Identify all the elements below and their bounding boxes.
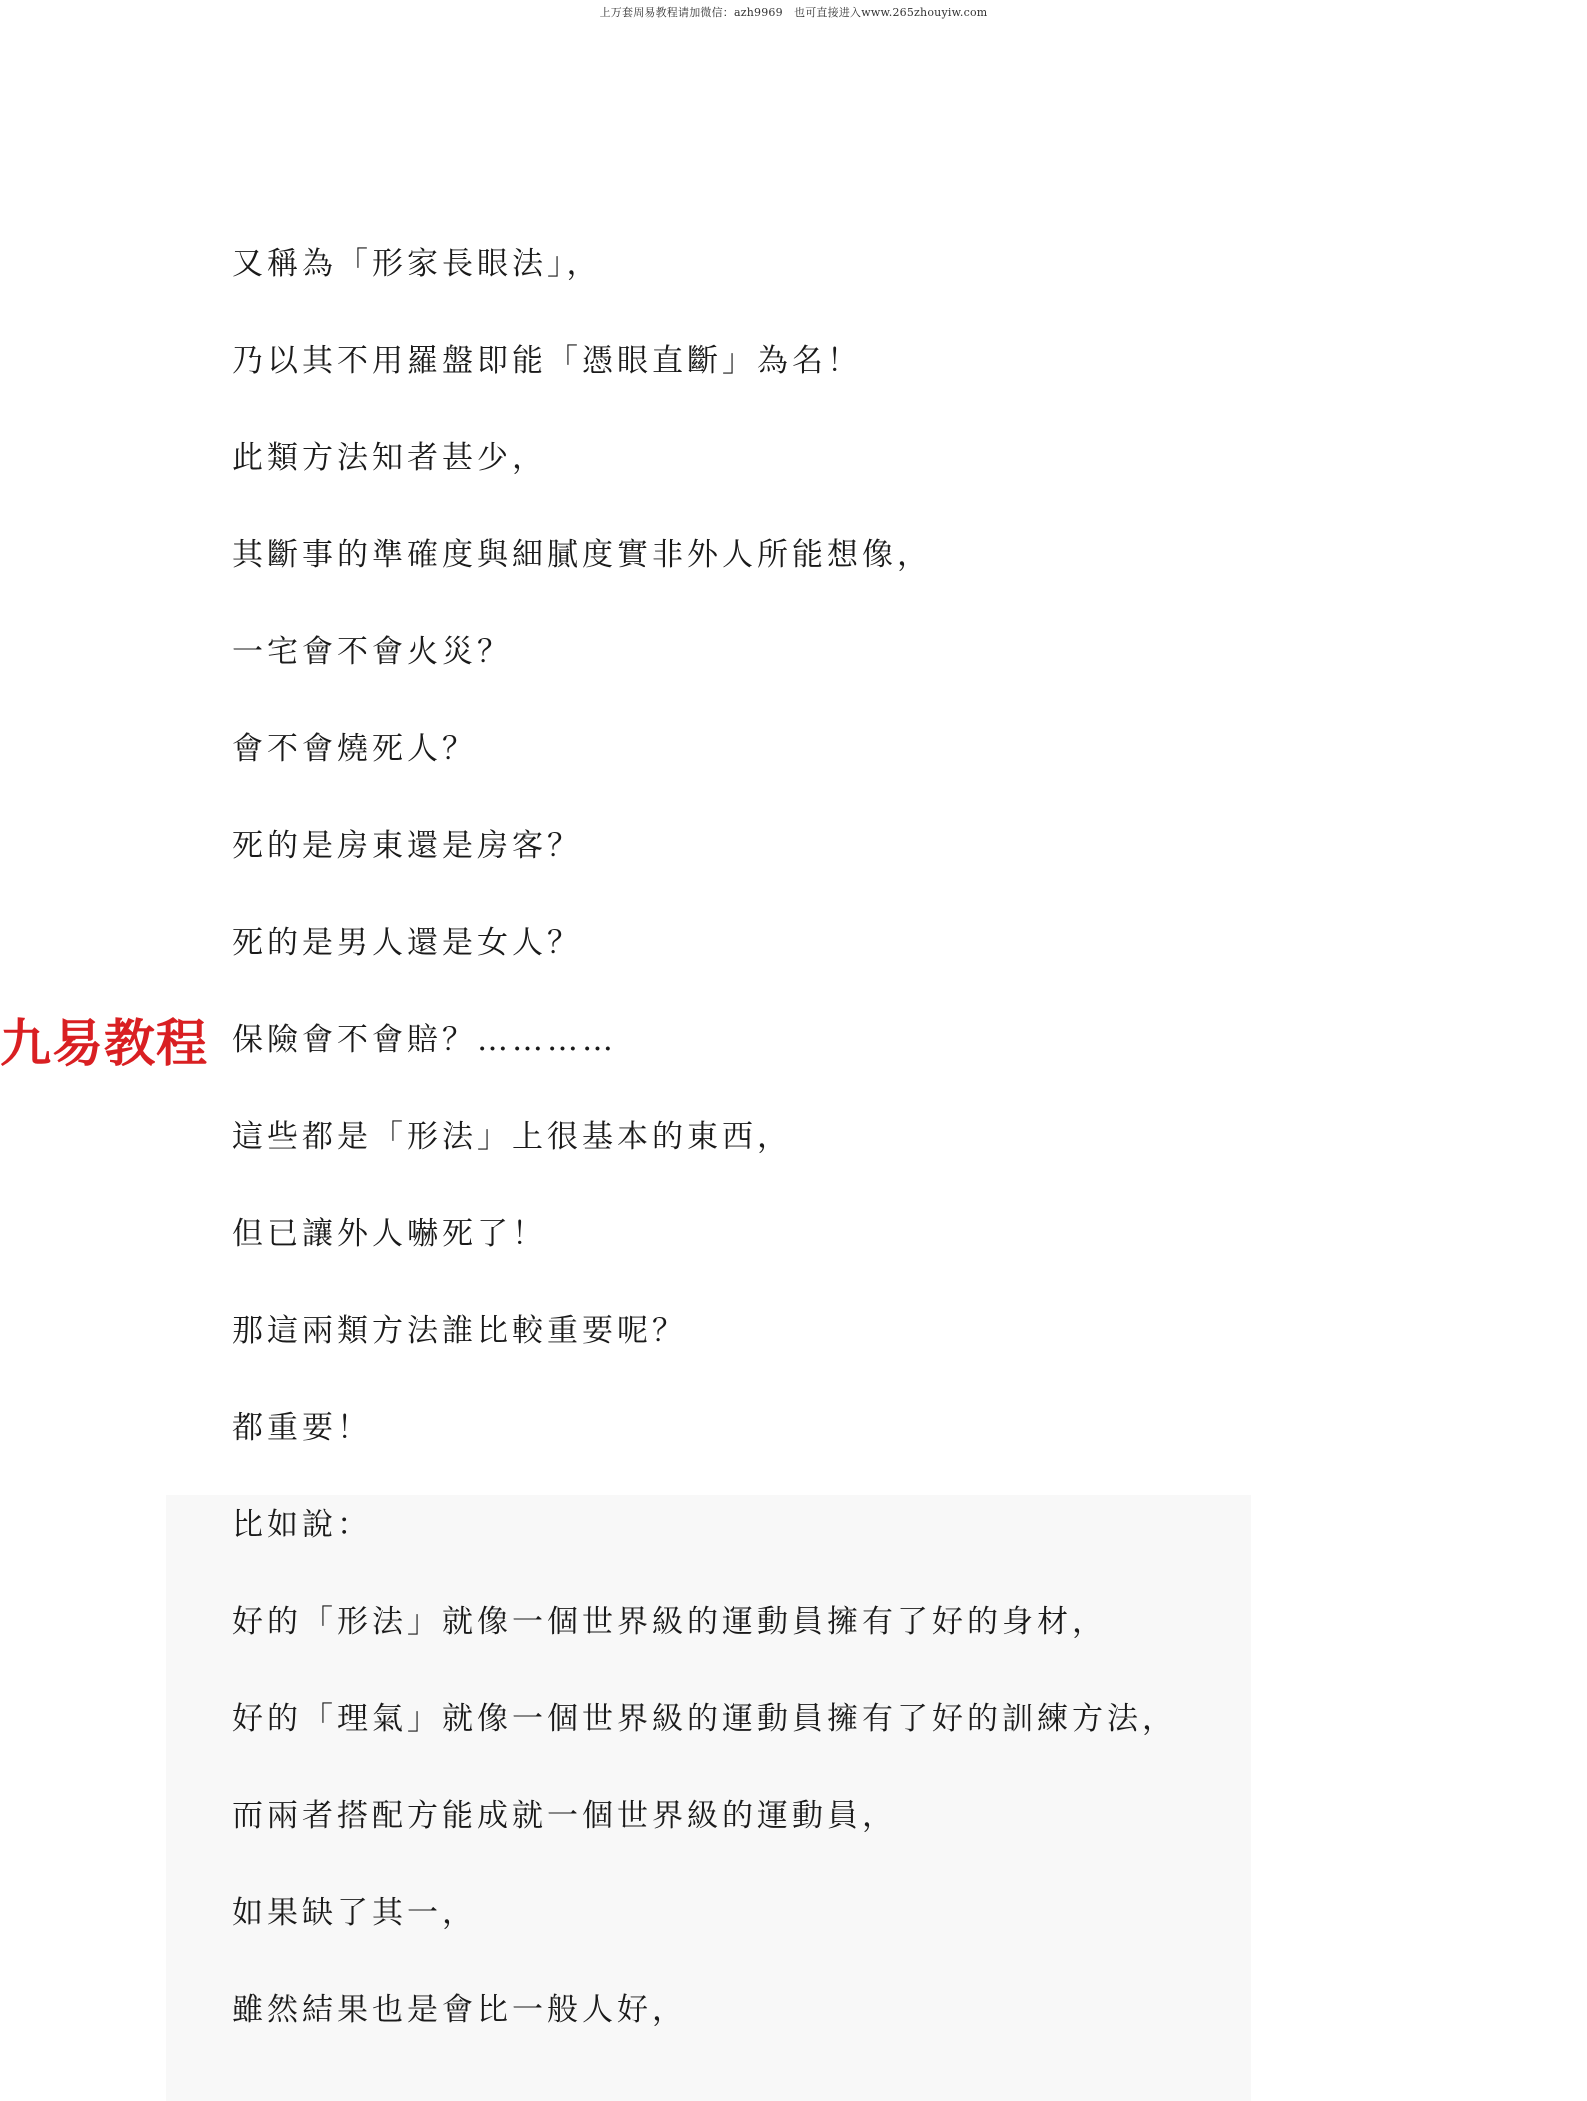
- text-line: 如果缺了其一，: [232, 1895, 477, 1931]
- text-line: 這些都是「形法」上很基本的東西，: [232, 1119, 792, 1155]
- text-line: 其斷事的準確度與細膩度實非外人所能想像，: [232, 537, 932, 573]
- text-line: 死的是男人還是女人？: [232, 925, 582, 961]
- text-line: 那這兩類方法誰比較重要呢？: [232, 1313, 687, 1349]
- text-line: 此類方法知者甚少，: [232, 440, 547, 476]
- text-line: 乃以其不用羅盤即能「憑眼直斷」為名！: [232, 343, 862, 379]
- text-line: 保險會不會賠？…………: [232, 1022, 617, 1058]
- text-line: 好的「理氣」就像一個世界級的運動員擁有了好的訓練方法，: [232, 1701, 1177, 1737]
- text-line: 而兩者搭配方能成就一個世界級的運動員，: [232, 1798, 897, 1834]
- text-line: 死的是房東還是房客？: [232, 828, 582, 864]
- text-line: 一宅會不會火災？: [232, 634, 512, 670]
- document-body: [232, 242, 1512, 2085]
- text-line: 但已讓外人嚇死了！: [232, 1216, 547, 1252]
- text-line: 好的「形法」就像一個世界級的運動員擁有了好的身材，: [232, 1604, 1107, 1640]
- text-line: 都重要！: [232, 1410, 372, 1446]
- text-line: 又稱為「形家長眼法」，: [232, 246, 602, 282]
- text-line: 會不會燒死人？: [232, 731, 477, 767]
- text-line: 雖然結果也是會比一般人好，: [232, 1992, 687, 2028]
- header-note: 上万套周易教程请加微信：azh9969 也可直接进入www.265zhouyiw.com: [599, 6, 988, 19]
- text-line: 比如說：: [232, 1507, 372, 1543]
- watermark-logo: 九易教程: [0, 1015, 209, 1074]
